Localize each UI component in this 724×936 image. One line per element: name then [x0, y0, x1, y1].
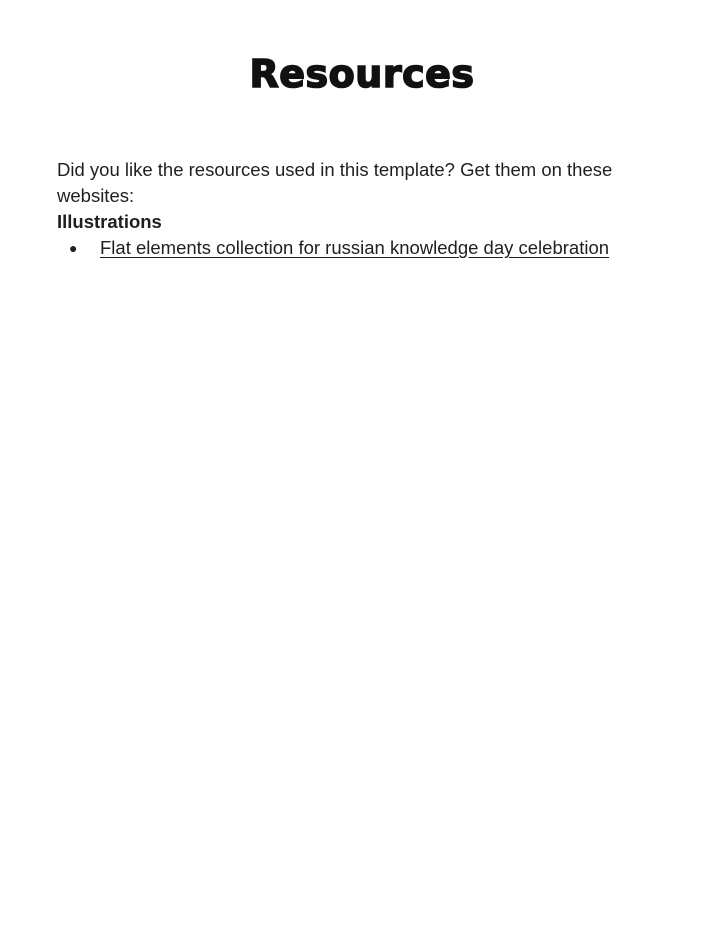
resource-list — [57, 235, 627, 261]
section-heading-illustrations: Illustrations — [57, 211, 162, 232]
resource-link[interactable]: Flat elements collection for russian knowledge day celebration — [100, 237, 610, 258]
bullet-icon: ● — [69, 240, 78, 256]
document-body — [57, 157, 627, 261]
list-item — [57, 235, 627, 261]
intro-paragraph: Did you like the resources used in this template? Get them on these websites: — [57, 159, 613, 206]
page-title: Resources — [249, 52, 475, 96]
